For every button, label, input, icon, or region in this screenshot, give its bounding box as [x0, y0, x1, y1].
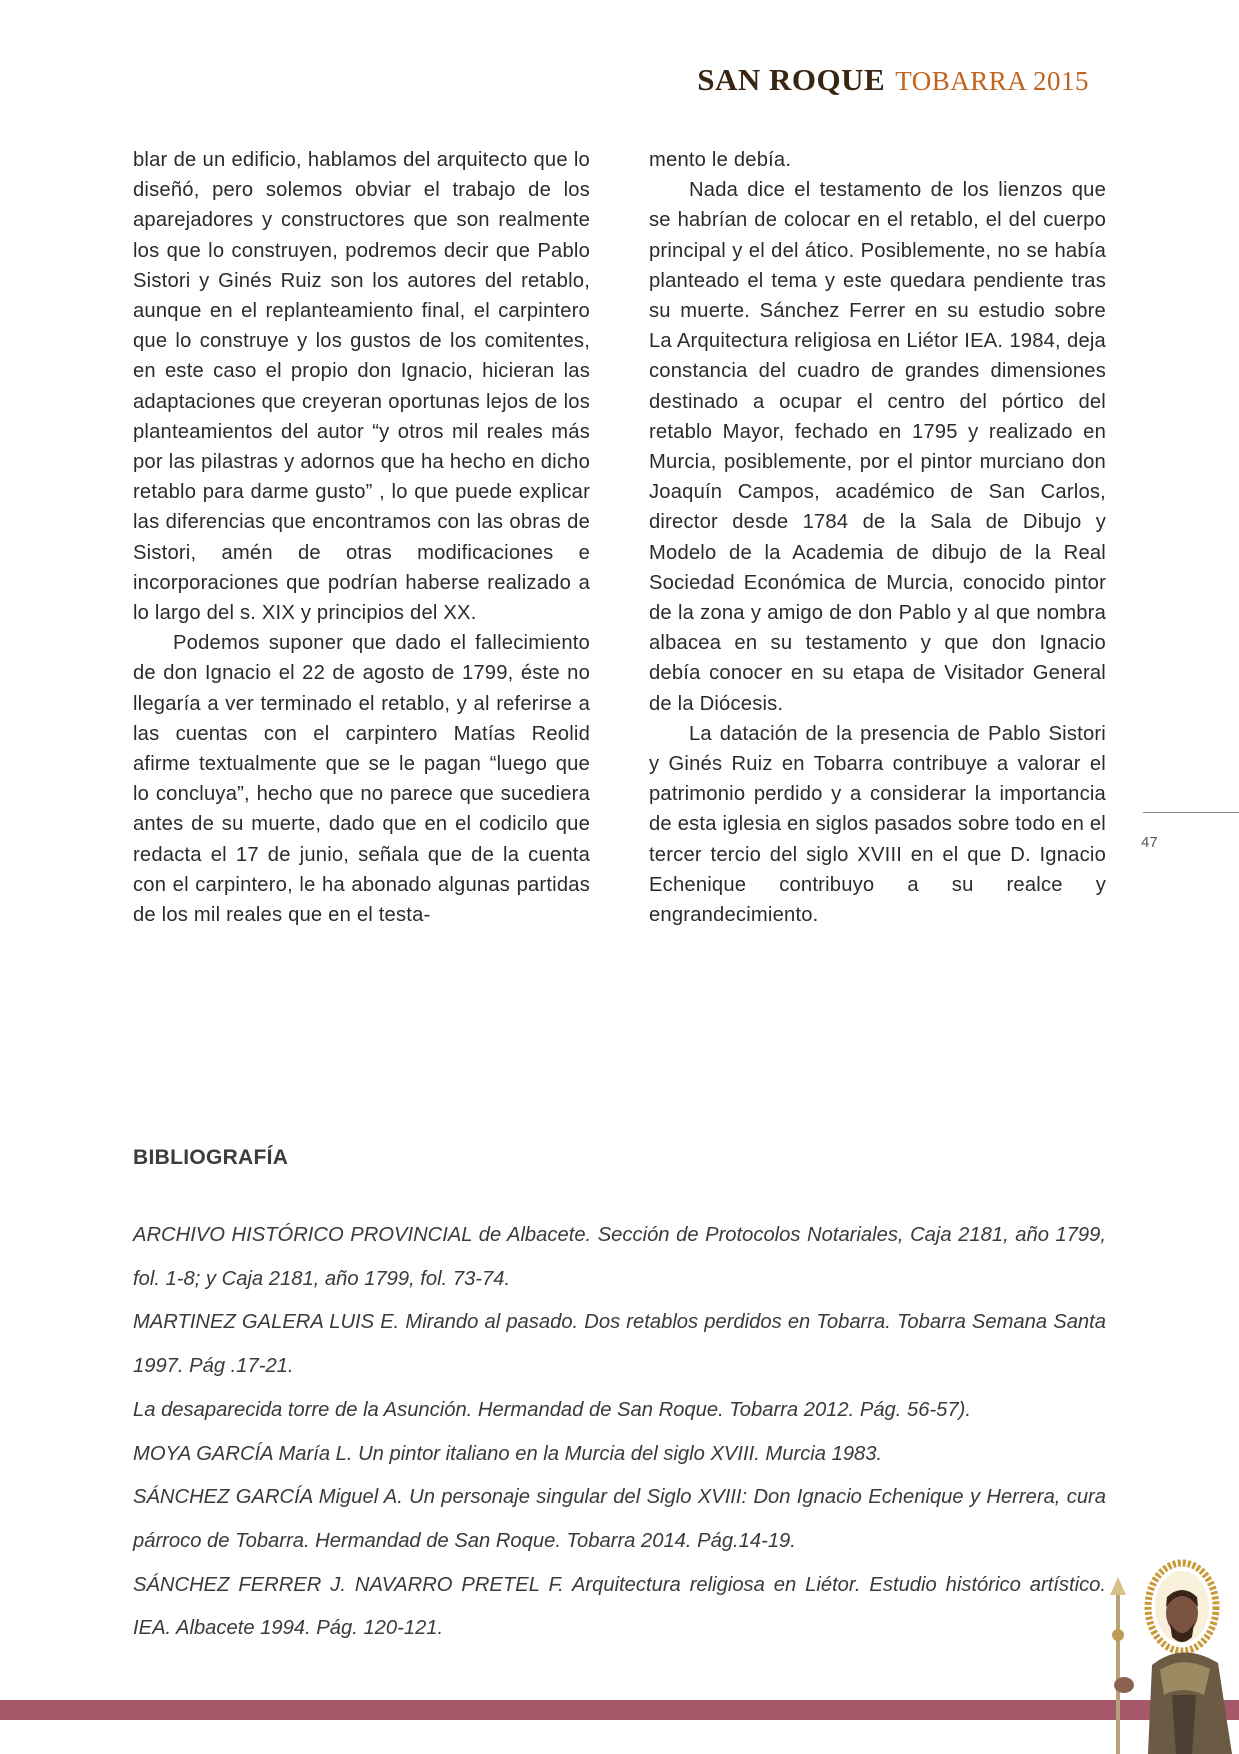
bibliography-entry: MARTINEZ GALERA LUIS E. Mirando al pasado. Dos retablos perdidos en Tobarra. Tobarra Semana Santa 1997. Pág .17-21.: [133, 1311, 1106, 1378]
bibliography-entry: ARCHIVO HISTÓRICO PROVINCIAL de Albacete. Sección de Protocolos Notariales, Caja 2181, año 1799, fol. 1-8; y Caja 2181, año 1799, fol. 73-74.: [133, 1224, 1106, 1290]
page-header: [697, 62, 1089, 98]
header-title: SAN ROQUE: [697, 62, 886, 97]
right-paragraph-2: Nada dice el testamento de los lienzos que se habrían de colocar en el retablo, el del cuerpo principal y el del ático. Posiblemente, no se había planteado el tema y este quedara pendiente tras su muerte. Sánchez Ferrer en su estudio sobre La Arquitectura religiosa en Liétor IEA. 1984, deja constancia del cuadro de grandes dimensiones destinado a ocupar el centro del pórtico del retablo Mayor, fechado en 1795 y realizado en Murcia, posiblemente, por el pintor murciano don Joaquín Campos, académico de San Carlos, director desde 1784 de la Sala de Dibujo y Modelo de la Academia de dibujo de la Real Sociedad Económica de Murcia, conocido pintor de la zona y amigo de don Pablo y al que nombra albacea en su testamento y que don Ignacio debía conocer en su etapa de Visitador General de la Diócesis.: [649, 179, 1106, 715]
left-paragraph-2: Podemos suponer que dado el fallecimiento de don Ignacio el 22 de agosto de 1799, éste no llegaría a ver terminado el retablo, y al referirse a las cuentas con el carpintero Matías Reolid afirme textualmente que se le pagan “luego que lo concluya”, hecho que no parece que sucediera antes de su muerte, dado que en el codicilo que redacta el 17 de junio, señala que de la cuenta con el carpintero, le ha abonado algunas partidas de los mil reales que en el testa-: [133, 632, 590, 927]
right-paragraph-3: La datación de la presencia de Pablo Sistori y Ginés Ruiz en Tobarra contribuye a valorar el patrimonio perdido y a considerar la importancia de esta iglesia en siglos pasados sobre todo en el tercer tercio del siglo XVIII en el que D. Ignacio Echenique contribuyo a su realce y engrandecimiento.: [649, 722, 1106, 927]
bibliography-list: [133, 1214, 1106, 1651]
bibliography-entry: SÁNCHEZ GARCÍA Miguel A. Un personaje singular del Siglo XVIII: Don Ignacio Echenique y Herrera, cura párroco de Tobarra. Hermandad de San Roque. Tobarra 2014. Pág.14-19.: [133, 1486, 1106, 1552]
header-subtitle: TOBARRA 2015: [895, 66, 1089, 96]
bibliography-title: BIBLIOGRAFÍA: [133, 1146, 289, 1169]
right-column: [649, 145, 1106, 930]
footer-bar: [0, 1700, 1239, 1720]
bibliography-entry: MOYA GARCÍA María L. Un pintor italiano en la Murcia del siglo XVIII. Murcia 1983.: [133, 1442, 883, 1465]
right-paragraph-1: mento le debía.: [649, 149, 792, 171]
saint-figure-image: [1100, 1545, 1239, 1754]
left-column: [133, 145, 590, 930]
left-paragraph-1: blar de un edificio, hablamos del arquitecto que lo diseñó, pero solemos obviar el trabajo de los aparejadores y constructores que son realmente los que lo construyen, podremos decir que Pablo Sistori y Ginés Ruiz son los autores del retablo, aunque en el replanteamiento final, el carpintero que lo construye y los gustos de los comitentes, en este caso el propio don Ignacio, hicieran las adaptaciones que creyeran oportunas lejos de los planteamientos del autor “y otros mil reales más por las pilastras y adornos que ha hecho en dicho retablo para darme gusto” , lo que puede explicar las diferencias que encontramos con las obras de Sistori, amén de otras modificaciones e incorporaciones que podrían haberse realizado a lo largo del s. XIX y principios del XX.: [133, 149, 590, 625]
bibliography-entry: La desaparecida torre de la Asunción. Hermandad de San Roque. Tobarra 2012. Pág. 56-57).: [133, 1398, 971, 1421]
page-number: 47: [1141, 834, 1158, 851]
page-number-rule: [1143, 812, 1239, 813]
bibliography-entry: SÁNCHEZ FERRER J. NAVARRO PRETEL F. Arquitectura religiosa en Liétor. Estudio histórico artístico. IEA. Albacete 1994. Pág. 120-121.: [133, 1573, 1106, 1640]
